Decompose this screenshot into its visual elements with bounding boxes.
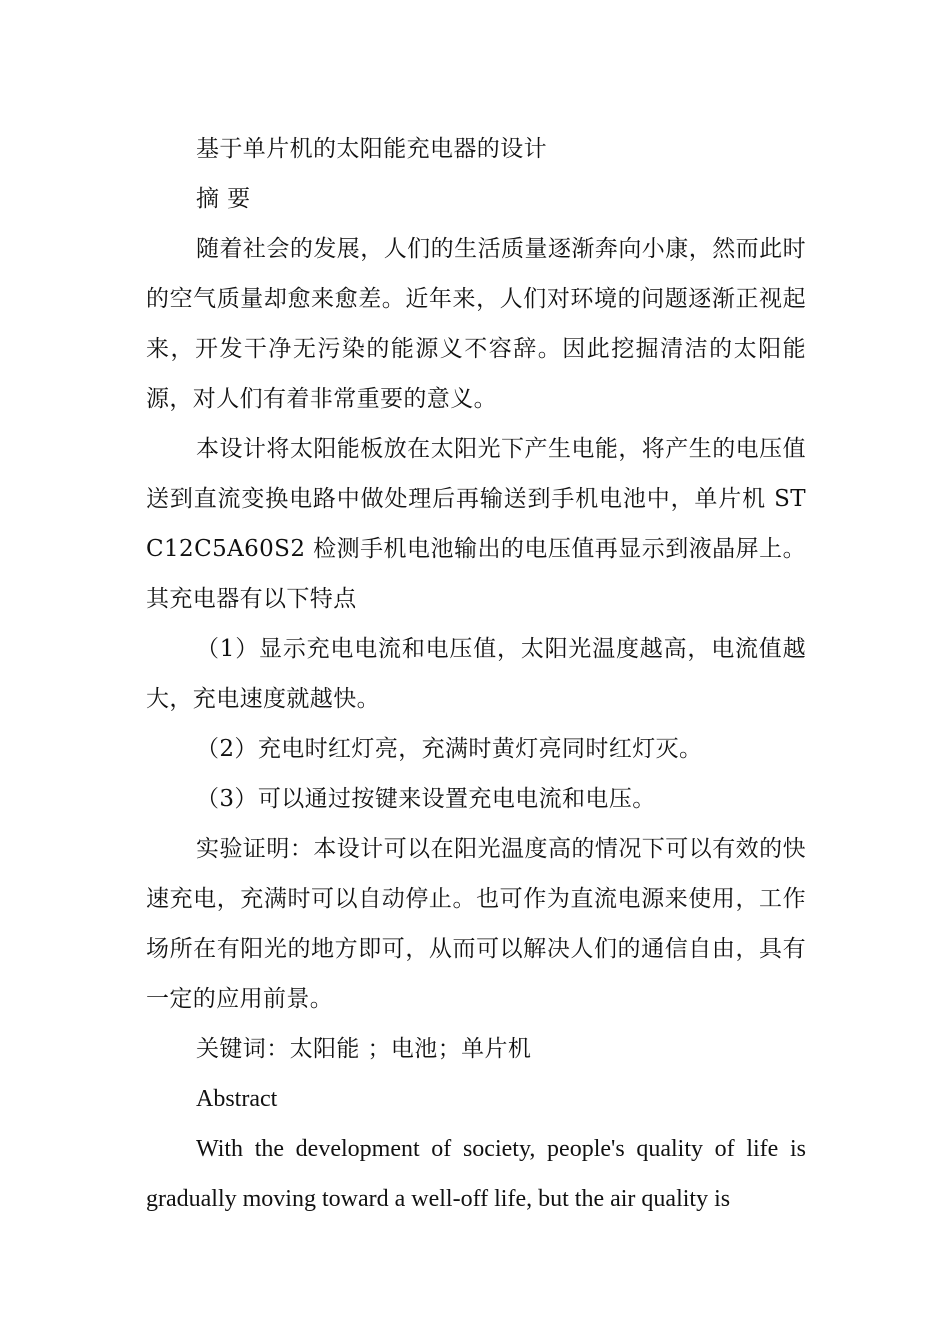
feature-item: （3）可以通过按键来设置充电电流和电压。 [196, 786, 656, 812]
document-body [146, 124, 806, 1224]
feature-item: （2）充电时红灯亮，充满时黄灯亮同时红灯灭。 [196, 736, 703, 762]
abstract-heading: 摘 要 [196, 186, 251, 212]
document-title: 基于单片机的太阳能充电器的设计 [196, 136, 547, 162]
english-abstract-heading: Abstract [196, 1086, 278, 1112]
abstract-paragraph: 本设计将太阳能板放在太阳光下产生电能，将产生的电压值送到直流变换电路中做处理后再输送到手机电池中，单片机 STC12C5A60S2 检测手机电池输出的电压值再显示到液晶屏上。其充电器有以下特点 [146, 436, 806, 612]
abstract-paragraph: 随着社会的发展，人们的生活质量逐渐奔向小康，然而此时的空气质量却愈来愈差。近年来，人们对环境的问题逐渐正视起来，开发干净无污染的能源义不容辞。因此挖掘清洁的太阳能源，对人们有着非常重要的意义。 [146, 236, 806, 412]
feature-item: （1）显示充电电流和电压值，太阳光温度越高，电流值越大，充电速度就越快。 [146, 636, 806, 712]
abstract-paragraph: 实验证明：本设计可以在阳光温度高的情况下可以有效的快速充电，充满时可以自动停止。也可作为直流电源来使用，工作场所在有阳光的地方即可，从而可以解决人们的通信自由，具有一定的应用前景。 [146, 836, 806, 1012]
keywords-line: 关键词：太阳能 ；电池；单片机 [196, 1036, 532, 1062]
english-abstract-paragraph: With the development of society, people's quality of life is gradually moving toward a well-off life, but the air quality is [146, 1136, 806, 1212]
